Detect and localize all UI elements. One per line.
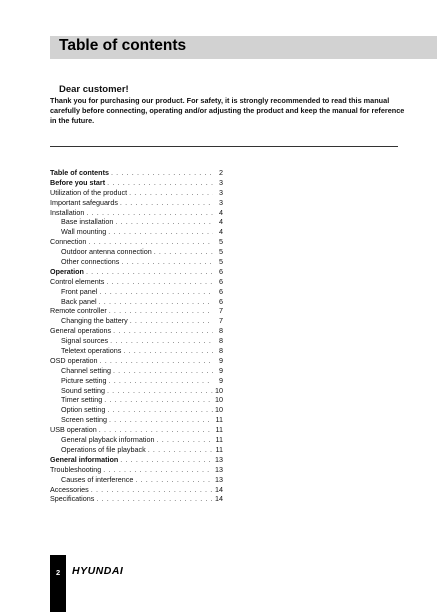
toc-dot-leader — [107, 386, 213, 396]
toc-entry[interactable] — [50, 257, 223, 267]
toc-entry-page: 7 — [219, 316, 223, 326]
toc-entry[interactable] — [50, 178, 223, 188]
toc-dot-leader — [157, 435, 214, 445]
toc-entry-page: 9 — [219, 355, 223, 365]
toc-dot-leader — [154, 247, 213, 257]
toc-entry-page: 9 — [219, 365, 223, 375]
toc-entry-page: 7 — [219, 306, 223, 316]
toc-entry-page: 8 — [219, 326, 223, 336]
toc-dot-leader — [91, 485, 213, 495]
toc-entry-label: Signal sources — [61, 336, 109, 346]
toc-dot-leader — [109, 376, 213, 386]
toc-entry-page: 10 — [215, 395, 223, 405]
toc-entry-page: 6 — [219, 266, 223, 276]
toc-entry-label: Table of contents — [50, 168, 109, 177]
toc-entry-page: 11 — [215, 444, 223, 454]
toc-entry[interactable] — [50, 208, 223, 218]
toc-dot-leader — [121, 257, 213, 267]
toc-entry-label: Important safeguards — [50, 197, 118, 207]
toc-entry-page: 5 — [219, 247, 223, 257]
toc-dot-leader — [113, 326, 213, 336]
toc-entry-label: Other connections — [61, 257, 120, 267]
toc-dot-leader — [148, 445, 213, 455]
toc-entry-label: Timer setting — [61, 395, 103, 405]
toc-entry[interactable] — [50, 455, 223, 465]
toc-dot-leader — [113, 366, 213, 376]
toc-dot-leader — [86, 267, 213, 277]
toc-entry-label: Troubleshooting — [50, 464, 102, 474]
toc-dot-leader — [135, 475, 213, 485]
toc-dot-leader — [103, 465, 213, 475]
toc-entry-label: Operations of file playback — [61, 444, 146, 454]
toc-dot-leader — [109, 415, 213, 425]
toc-dot-leader — [86, 208, 213, 218]
toc-entry[interactable] — [50, 346, 223, 356]
toc-entry-label: Front panel — [61, 286, 98, 296]
toc-entry[interactable] — [50, 168, 223, 178]
toc-dot-leader — [100, 356, 213, 366]
toc-entry-label: Accessories — [50, 484, 89, 494]
toc-entry-page: 2 — [219, 168, 223, 177]
toc-dot-leader — [123, 346, 213, 356]
toc-entry[interactable] — [50, 386, 223, 396]
toc-dot-leader — [110, 336, 213, 346]
toc-dot-leader — [120, 455, 213, 465]
toc-entry-label: Picture setting — [61, 375, 107, 385]
greeting-heading: Dear customer! — [59, 84, 129, 95]
toc-dot-leader — [115, 217, 213, 227]
toc-entry[interactable] — [50, 287, 223, 297]
toc-dot-leader — [99, 425, 213, 435]
toc-entry-label: General playback information — [61, 435, 155, 445]
toc-entry-page: 8 — [219, 346, 223, 356]
toc-entry[interactable] — [50, 188, 223, 198]
divider-line — [50, 146, 398, 147]
toc-entry-label: Before you start — [50, 177, 106, 187]
toc-dot-leader — [109, 306, 213, 316]
toc-entry-label: Causes of interference — [61, 474, 134, 484]
toc-entry-label: General operations — [50, 326, 112, 336]
toc-entry[interactable] — [50, 485, 223, 495]
toc-entry-page: 14 — [215, 494, 223, 504]
toc-dot-leader — [108, 227, 213, 237]
toc-entry-page: 13 — [215, 454, 223, 464]
toc-list — [50, 168, 223, 504]
toc-dot-leader — [130, 316, 213, 326]
toc-entry-page: 4 — [219, 227, 223, 237]
toc-entry-label: Teletext operations — [61, 346, 122, 356]
toc-entry[interactable] — [50, 435, 223, 445]
toc-entry[interactable] — [50, 415, 223, 425]
brand-logo: HYUNDAI — [72, 565, 124, 577]
toc-entry[interactable] — [50, 227, 223, 237]
toc-entry-label: Option setting — [61, 405, 106, 415]
toc-entry-page: 14 — [215, 484, 223, 494]
toc-entry[interactable] — [50, 267, 223, 277]
toc-entry[interactable] — [50, 376, 223, 386]
toc-entry-label: Outdoor antenna connection — [61, 247, 152, 257]
toc-entry-label: General information — [50, 454, 119, 464]
toc-entry-page: 4 — [219, 217, 223, 227]
toc-entry-page: 10 — [215, 405, 223, 415]
toc-dot-leader — [120, 198, 213, 208]
title-bar — [50, 36, 437, 59]
toc-dot-leader — [99, 297, 213, 307]
toc-entry-page: 6 — [219, 286, 223, 296]
toc-entry-page: 3 — [219, 197, 223, 207]
toc-entry[interactable] — [50, 336, 223, 346]
toc-entry-label: Control elements — [50, 276, 105, 286]
toc-entry-page: 10 — [215, 385, 223, 395]
toc-dot-leader — [88, 237, 213, 247]
toc-entry[interactable] — [50, 494, 223, 504]
toc-entry-label: Utilization of the product — [50, 187, 128, 197]
toc-dot-leader — [96, 494, 213, 504]
toc-entry-page: 13 — [215, 464, 223, 474]
page-number-tab — [50, 555, 66, 612]
toc-entry[interactable] — [50, 475, 223, 485]
toc-entry-page: 6 — [219, 276, 223, 286]
toc-entry[interactable] — [50, 326, 223, 336]
toc-entry[interactable] — [50, 217, 223, 227]
toc-entry-label: Installation — [50, 207, 85, 217]
toc-entry[interactable] — [50, 405, 223, 415]
toc-entry[interactable] — [50, 465, 223, 475]
toc-entry-label: Changing the battery — [61, 316, 128, 326]
toc-entry[interactable] — [50, 356, 223, 366]
toc-entry[interactable] — [50, 316, 223, 326]
toc-entry-label: Back panel — [61, 296, 97, 306]
toc-entry-page: 11 — [215, 415, 223, 425]
toc-entry-label: Screen setting — [61, 415, 107, 425]
toc-entry-page: 9 — [219, 375, 223, 385]
toc-entry-page: 6 — [219, 296, 223, 306]
toc-entry-label: USB operation — [50, 425, 97, 435]
toc-dot-leader — [107, 178, 213, 188]
toc-entry-page: 8 — [219, 336, 223, 346]
toc-entry-label: Channel setting — [61, 365, 111, 375]
toc-entry[interactable] — [50, 247, 223, 257]
intro-paragraph: Thank you for purchasing our product. For safety, it is strongly recommended to read this manual carefully before connecting, operating and/or adjusting the product and keep the manual for reference in the future. — [50, 96, 405, 125]
toc-entry[interactable] — [50, 425, 223, 435]
toc-entry-label: Sound setting — [61, 385, 105, 395]
toc-entry[interactable] — [50, 445, 223, 455]
toc-entry[interactable] — [50, 366, 223, 376]
toc-entry[interactable] — [50, 297, 223, 307]
toc-entry-label: Remote controller — [50, 306, 107, 316]
toc-entry[interactable] — [50, 277, 223, 287]
page-number: 2 — [56, 568, 61, 577]
toc-entry-label: Connection — [50, 237, 87, 247]
toc-entry[interactable] — [50, 395, 223, 405]
toc-dot-leader — [107, 405, 213, 415]
toc-dot-leader — [111, 168, 213, 178]
toc-entry[interactable] — [50, 306, 223, 316]
toc-entry-page: 13 — [215, 474, 223, 484]
toc-entry-page: 3 — [219, 187, 223, 197]
toc-entry-label: Operation — [50, 266, 84, 276]
toc-entry-page: 5 — [219, 257, 223, 267]
toc-dot-leader — [104, 395, 213, 405]
toc-dot-leader — [129, 188, 213, 198]
toc-entry-label: OSD operation — [50, 355, 98, 365]
toc-entry-page: 4 — [219, 207, 223, 217]
toc-entry-label: Base installation — [61, 217, 114, 227]
toc-entry[interactable] — [50, 237, 223, 247]
toc-entry[interactable] — [50, 198, 223, 208]
toc-entry-page: 11 — [215, 435, 223, 445]
toc-entry-page: 11 — [215, 425, 223, 435]
toc-entry-page: 5 — [219, 237, 223, 247]
toc-dot-leader — [99, 287, 213, 297]
toc-entry-label: Specifications — [50, 494, 95, 504]
page-title: Table of contents — [59, 37, 187, 54]
toc-dot-leader — [106, 277, 213, 287]
toc-entry-page: 3 — [219, 177, 223, 187]
toc-entry-label: Wall mounting — [61, 227, 107, 237]
